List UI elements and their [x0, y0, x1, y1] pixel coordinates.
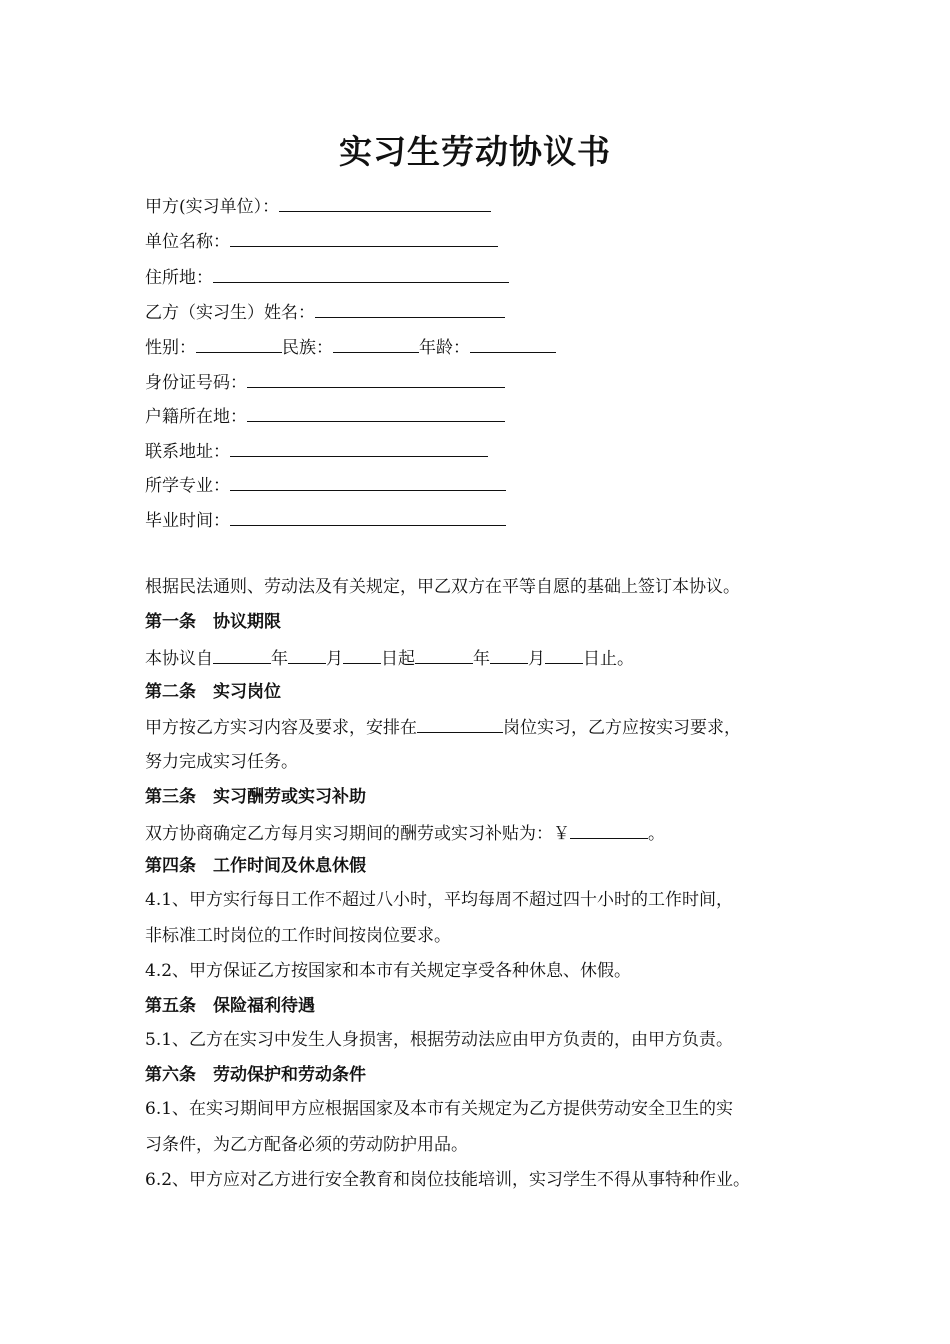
- article-4-heading: 第四条 工作时间及休息休假: [145, 856, 366, 876]
- field-household: [145, 403, 505, 429]
- ethnicity-label: 民族：: [282, 338, 333, 358]
- start-year-blank[interactable]: [213, 645, 271, 664]
- article-4-line-3: 4.2、甲方保证乙方按国家和本市有关规定享受各种休息、休假。: [145, 961, 632, 981]
- stipend-blank[interactable]: [570, 820, 648, 839]
- id-number-blank[interactable]: [247, 369, 505, 388]
- field-label: 联系地址：: [145, 442, 230, 462]
- article-6-line-1: 6.1、在实习期间甲方应根据国家及本市有关规定为乙方提供劳动安全卫生的实: [145, 1099, 734, 1119]
- gender-label: 性别：: [145, 338, 196, 358]
- graduation-blank[interactable]: [230, 507, 506, 526]
- end-year-blank[interactable]: [415, 645, 473, 664]
- start-day-blank[interactable]: [343, 645, 381, 664]
- gender-blank[interactable]: [196, 334, 282, 353]
- field-label: 身份证号码：: [145, 373, 247, 393]
- article-6-heading: 第六条 劳动保护和劳动条件: [145, 1065, 366, 1085]
- term-text: 月: [326, 649, 343, 669]
- field-contact-address: [145, 438, 488, 464]
- article-2-line-2: 努力完成实习任务。: [145, 752, 298, 772]
- term-text: 年: [473, 649, 490, 669]
- intro-paragraph: 根据民法通则、劳动法及有关规定，甲乙双方在平等自愿的基础上签订本协议。: [145, 577, 740, 597]
- field-graduation: [145, 507, 506, 533]
- address-blank[interactable]: [213, 264, 509, 283]
- party-a-blank[interactable]: [279, 193, 491, 212]
- article-2-heading: 第二条 实习岗位: [145, 682, 281, 702]
- field-label: 甲方(实习单位）：: [145, 197, 280, 217]
- party-b-name-blank[interactable]: [315, 299, 505, 318]
- article-4-line-2: 非标准工时岗位的工作时间按岗位要求。: [145, 926, 451, 946]
- article-2-line-1: [145, 714, 741, 740]
- article-3-line-1: [145, 820, 665, 846]
- end-month-blank[interactable]: [490, 645, 528, 664]
- age-label: 年龄：: [419, 338, 470, 358]
- field-address: [145, 264, 509, 290]
- term-text: 日止。: [583, 649, 634, 669]
- article-1-term: [145, 645, 634, 671]
- end-day-blank[interactable]: [545, 645, 583, 664]
- article-6-line-2: 习条件，为乙方配备必须的劳动防护用品。: [145, 1135, 468, 1155]
- position-blank[interactable]: [417, 714, 503, 733]
- major-blank[interactable]: [230, 472, 506, 491]
- field-gender-ethnicity-age: [145, 334, 556, 360]
- field-label: 乙方（实习生）姓名：: [145, 303, 315, 323]
- field-party-b-name: [145, 299, 505, 325]
- field-party-a: [145, 193, 491, 219]
- field-major: [145, 472, 506, 498]
- article-4-line-1: 4.1、甲方实行每日工作不超过八小时，平均每周不超过四十小时的工作时间，: [145, 890, 734, 910]
- contact-address-blank[interactable]: [230, 438, 488, 457]
- field-label: 单位名称：: [145, 232, 230, 252]
- paragraph-text: 。: [648, 824, 665, 844]
- field-id-number: [145, 369, 505, 395]
- unit-name-blank[interactable]: [230, 228, 498, 247]
- paragraph-text: 岗位实习，乙方应按实习要求，: [503, 718, 741, 738]
- term-text: 本协议自: [145, 649, 213, 669]
- field-label: 毕业时间：: [145, 511, 230, 531]
- document-title: 实习生劳动协议书: [339, 132, 611, 171]
- article-1-heading: 第一条 协议期限: [145, 612, 281, 632]
- ethnicity-blank[interactable]: [333, 334, 419, 353]
- article-5-line-1: 5.1、乙方在实习中发生人身损害，根据劳动法应由甲方负责的，由甲方负责。: [145, 1030, 734, 1050]
- field-label: 所学专业：: [145, 476, 230, 496]
- field-unit-name: [145, 228, 498, 254]
- paragraph-text: 双方协商确定乙方每月实习期间的酬劳或实习补贴为：￥: [145, 824, 570, 844]
- paragraph-text: 甲方按乙方实习内容及要求，安排在: [145, 718, 417, 738]
- article-5-heading: 第五条 保险福利待遇: [145, 996, 315, 1016]
- article-6-line-3: 6.2、甲方应对乙方进行安全教育和岗位技能培训，实习学生不得从事特种作业。: [145, 1170, 751, 1190]
- household-blank[interactable]: [247, 403, 505, 422]
- field-label: 户籍所在地：: [145, 407, 247, 427]
- article-3-heading: 第三条 实习酬劳或实习补助: [145, 787, 366, 807]
- start-month-blank[interactable]: [288, 645, 326, 664]
- age-blank[interactable]: [470, 334, 556, 353]
- term-text: 年: [271, 649, 288, 669]
- field-label: 住所地：: [145, 268, 213, 288]
- term-text: 日起: [381, 649, 415, 669]
- term-text: 月: [528, 649, 545, 669]
